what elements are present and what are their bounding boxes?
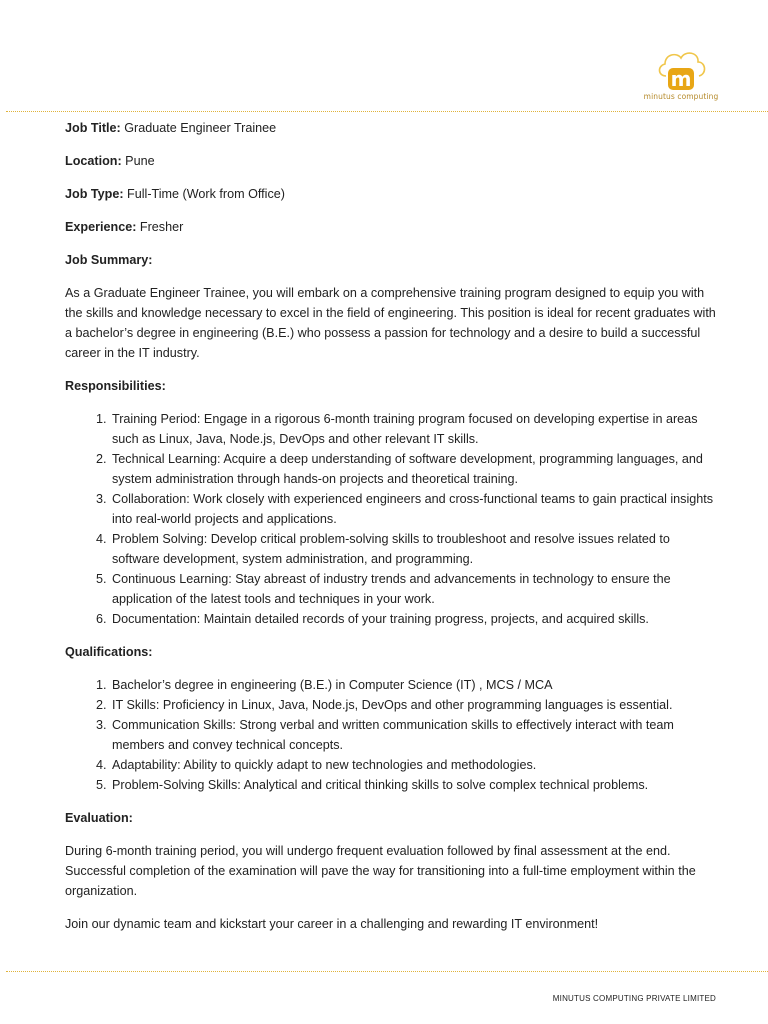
experience-label: Experience: xyxy=(65,220,137,234)
qualification-item: 5. Problem-Solving Skills: Analytical and critical thinking skills to solve complex technical problems. xyxy=(110,775,720,795)
qualifications-list xyxy=(65,675,720,795)
footer-company-name: MINUTUS COMPUTING PRIVATE LIMITED xyxy=(552,994,716,1003)
company-logo xyxy=(640,42,722,104)
evaluation-text: During 6-month training period, you will undergo frequent evaluation followed by final assessment at the end. Successful completion of the examination will pave the way for transitioning into a full-time employment within the organization. xyxy=(65,844,696,898)
summary-text: As a Graduate Engineer Trainee, you will embark on a comprehensive training program designed to equip you with the skills and knowledge necessary to excel in the field of engineering. This position is ideal for recent graduates with a bachelor’s degree in engineering (B.E.) who possess a passion for technology and a desire to build a successful career in the IT industry. xyxy=(65,286,716,360)
responsibility-item: 4. Problem Solving: Develop critical problem-solving skills to troubleshoot and resolve issues related to software development, system administration, and programming. xyxy=(110,529,720,569)
responsibilities-list xyxy=(65,409,720,629)
job-title-value: Graduate Engineer Trainee xyxy=(124,121,277,135)
logo-letter: m xyxy=(670,67,692,91)
job-type-label: Job Type: xyxy=(65,187,124,201)
qualification-item: 2. IT Skills: Proficiency in Linux, Java, Node.js, DevOps and other programming languages is essential. xyxy=(110,695,720,715)
evaluation-heading: Evaluation: xyxy=(65,811,133,825)
responsibility-item: 6. Documentation: Maintain detailed records of your training progress, projects, and acquired skills. xyxy=(110,609,720,629)
responsibility-item: 5. Continuous Learning: Stay abreast of industry trends and advancements in technology to ensure the application of the latest tools and techniques in your work. xyxy=(110,569,720,609)
qualification-item: 1. Bachelor’s degree in engineering (B.E.) in Computer Science (IT) , MCS / MCA xyxy=(110,675,720,695)
responsibility-item: 3. Collaboration: Work closely with experienced engineers and cross-functional teams to gain practical insights into real-world projects and applications. xyxy=(110,489,720,529)
qualification-item: 3. Communication Skills: Strong verbal and written communication skills to effectively interact with team members and convey technical concepts. xyxy=(110,715,720,755)
location-value: Pune xyxy=(125,154,155,168)
responsibility-item: 2. Technical Learning: Acquire a deep understanding of software development, programming languages, and system administration through hands-on projects and theoretical training. xyxy=(110,449,720,489)
job-type-value: Full-Time (Work from Office) xyxy=(127,187,285,201)
document-body xyxy=(65,118,720,947)
logo-wordmark: minutus computing xyxy=(643,92,719,101)
closing-text: Join our dynamic team and kickstart your career in a challenging and rewarding IT environment! xyxy=(65,917,599,931)
job-type-line xyxy=(65,184,720,204)
experience-line xyxy=(65,217,720,237)
qualification-item: 4. Adaptability: Ability to quickly adapt to new technologies and methodologies. xyxy=(110,755,720,775)
job-title-label: Job Title: xyxy=(65,121,121,135)
responsibility-item: 1. Training Period: Engage in a rigorous 6-month training program focused on developing expertise in areas such as Linux, Java, Node.js, DevOps and other relevant IT skills. xyxy=(110,409,720,449)
job-title-line xyxy=(65,118,720,138)
experience-value: Fresher xyxy=(139,220,184,234)
location-line xyxy=(65,151,720,171)
header-divider xyxy=(6,111,768,112)
qualifications-heading: Qualifications: xyxy=(65,645,153,659)
responsibilities-heading: Responsibilities: xyxy=(65,379,166,393)
summary-heading: Job Summary: xyxy=(65,253,153,267)
footer-divider xyxy=(6,971,768,972)
location-label: Location: xyxy=(65,154,122,168)
cloud-logo-icon xyxy=(640,42,722,94)
